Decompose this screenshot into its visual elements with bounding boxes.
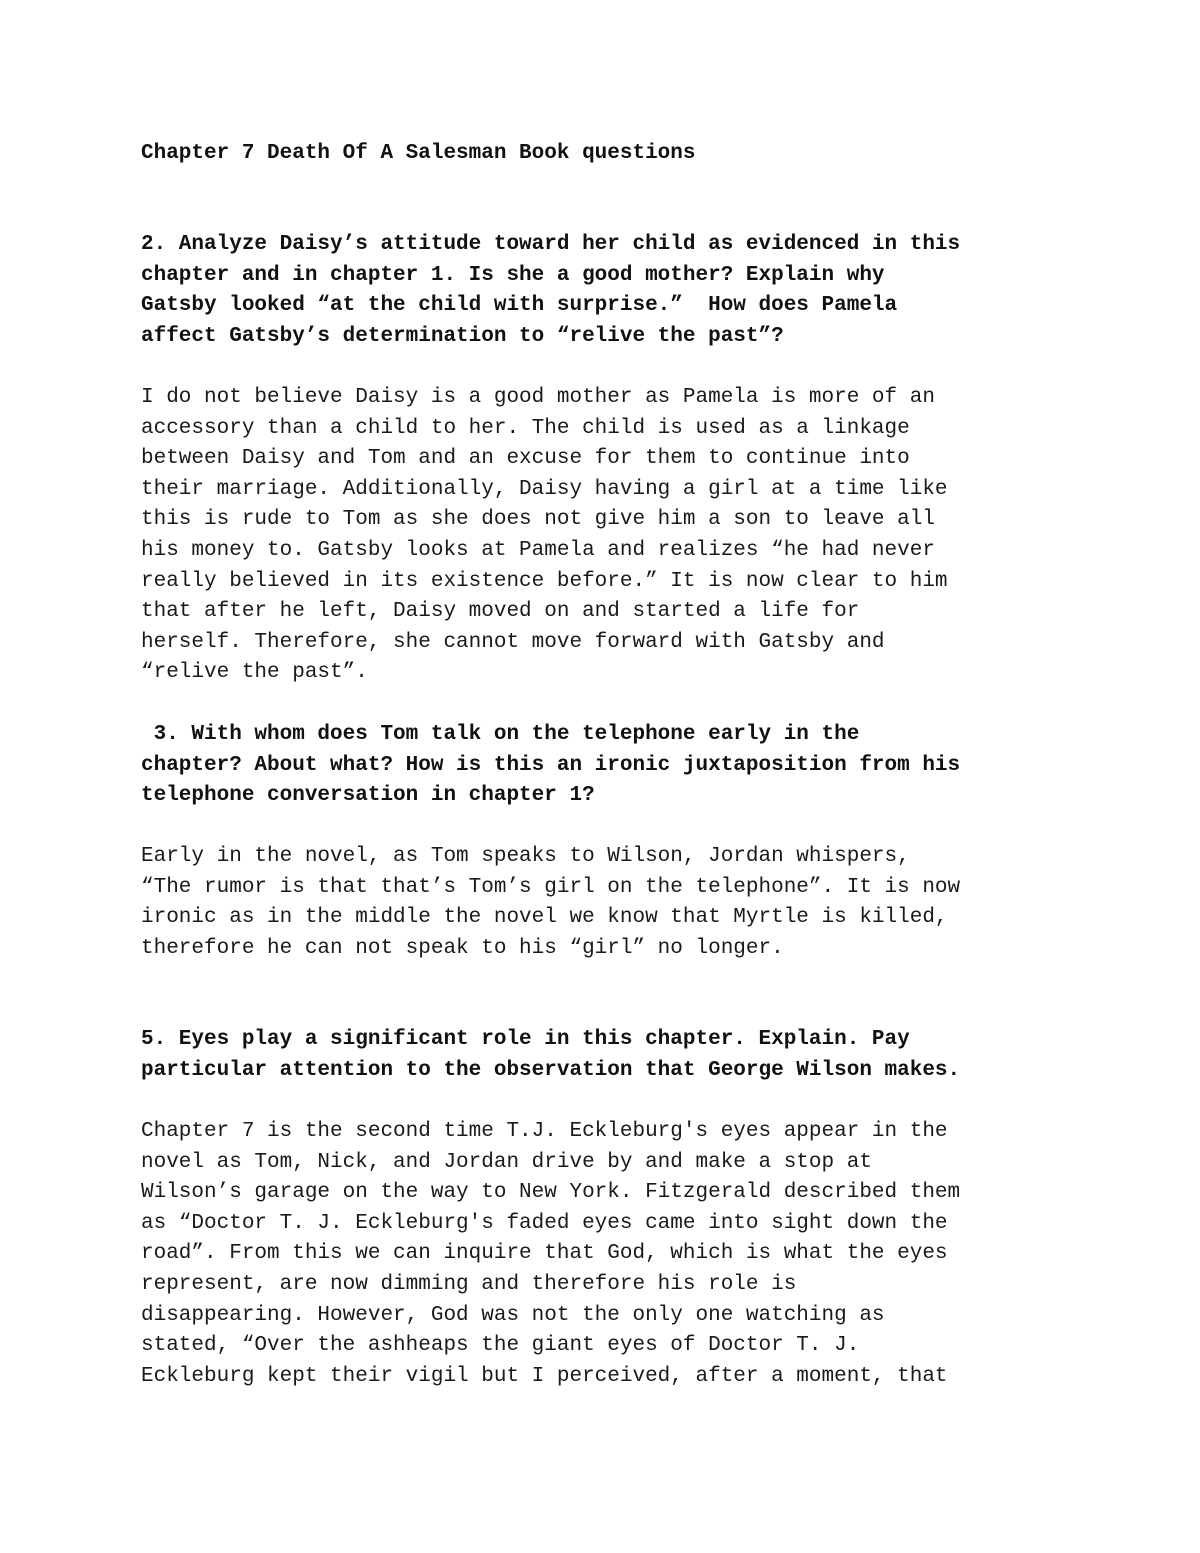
question-5-line-2: particular attention to the observation that George Wilson makes. (141, 1058, 961, 1082)
question-3-line-1: 3. With whom does Tom talk on the telephone early in the (141, 723, 860, 746)
answer-3-line-4: therefore he can not speak to his “girl” no longer. (141, 936, 784, 960)
answer-2-line-9: herself. Therefore, she cannot move forward with Gatsby and (141, 630, 885, 654)
answer-5-line-7: disappearing. However, God was not the only one watching as (141, 1303, 885, 1327)
answer-5-line-6: represent, are now dimming and therefore his role is (141, 1272, 797, 1296)
question-2-line-3: Gatsby looked “at the child with surprise.” How does Pamela (141, 294, 898, 318)
question-2-line-4: affect Gatsby’s determination to “relive the past”? (141, 324, 784, 348)
answer-2-line-1: I do not believe Daisy is a good mother as Pamela is more of an (141, 386, 935, 409)
question-3-line-3: telephone conversation in chapter 1? (141, 784, 595, 808)
answer-2-line-8: that after he left, Daisy moved on and started a life for (141, 600, 860, 624)
answer-5-line-4: as “Doctor T. J. Eckleburg's faded eyes came into sight down the (141, 1211, 948, 1235)
answer-2-line-4: their marriage. Additionally, Daisy having a girl at a time like (141, 477, 948, 501)
answer-2-line-5: this is rude to Tom as she does not give him a son to leave all (141, 508, 935, 532)
question-2-line-2: chapter and in chapter 1. Is she a good mother? Explain why (141, 263, 885, 287)
answer-5-line-5: road”. From this we can inquire that God, which is what the eyes (141, 1242, 948, 1266)
question-2 (141, 230, 1081, 352)
answer-2-line-7: really believed in its existence before.” It is now clear to him (141, 569, 948, 593)
answer-5 (141, 1117, 1081, 1392)
answer-2-line-3: between Daisy and Tom and an excuse for them to continue into (141, 447, 910, 471)
answer-5-line-9: Eckleburg kept their vigil but I perceived, after a moment, that (141, 1364, 948, 1388)
answer-2-line-10: “relive the past”. (141, 661, 368, 685)
answer-3-line-2: “The rumor is that that’s Tom’s girl on the telephone”. It is now (141, 875, 961, 899)
answer-5-line-8: stated, “Over the ashheaps the giant eyes of Doctor T. J. (141, 1334, 860, 1358)
answer-5-line-1: Chapter 7 is the second time T.J. Eckleburg's eyes appear in the (141, 1120, 948, 1143)
answer-2-line-2: accessory than a child to her. The child is used as a linkage (141, 416, 910, 440)
question-5 (141, 1025, 1081, 1086)
question-3-line-2: chapter? About what? How is this an ironic juxtaposition from his (141, 753, 961, 777)
question-2-line-1: 2. Analyze Daisy’s attitude toward her child as evidenced in this (141, 233, 961, 256)
answer-5-line-3: Wilson’s garage on the way to New York. Fitzgerald described them (141, 1181, 961, 1205)
answer-2 (141, 383, 1081, 689)
question-5-line-1: 5. Eyes play a significant role in this chapter. Explain. Pay (141, 1028, 910, 1051)
answer-2-line-6: his money to. Gatsby looks at Pamela and realizes “he had never (141, 538, 935, 562)
answer-3-line-1: Early in the novel, as Tom speaks to Wilson, Jordan whispers, (141, 845, 910, 868)
answer-5-line-2: novel as Tom, Nick, and Jordan drive by and make a stop at (141, 1150, 872, 1174)
question-3 (141, 720, 1081, 812)
answer-3 (141, 842, 1081, 964)
answer-3-line-3: ironic as in the middle the novel we know that Myrtle is killed, (141, 906, 948, 930)
document-title: Chapter 7 Death Of A Salesman Book questions (141, 142, 696, 165)
